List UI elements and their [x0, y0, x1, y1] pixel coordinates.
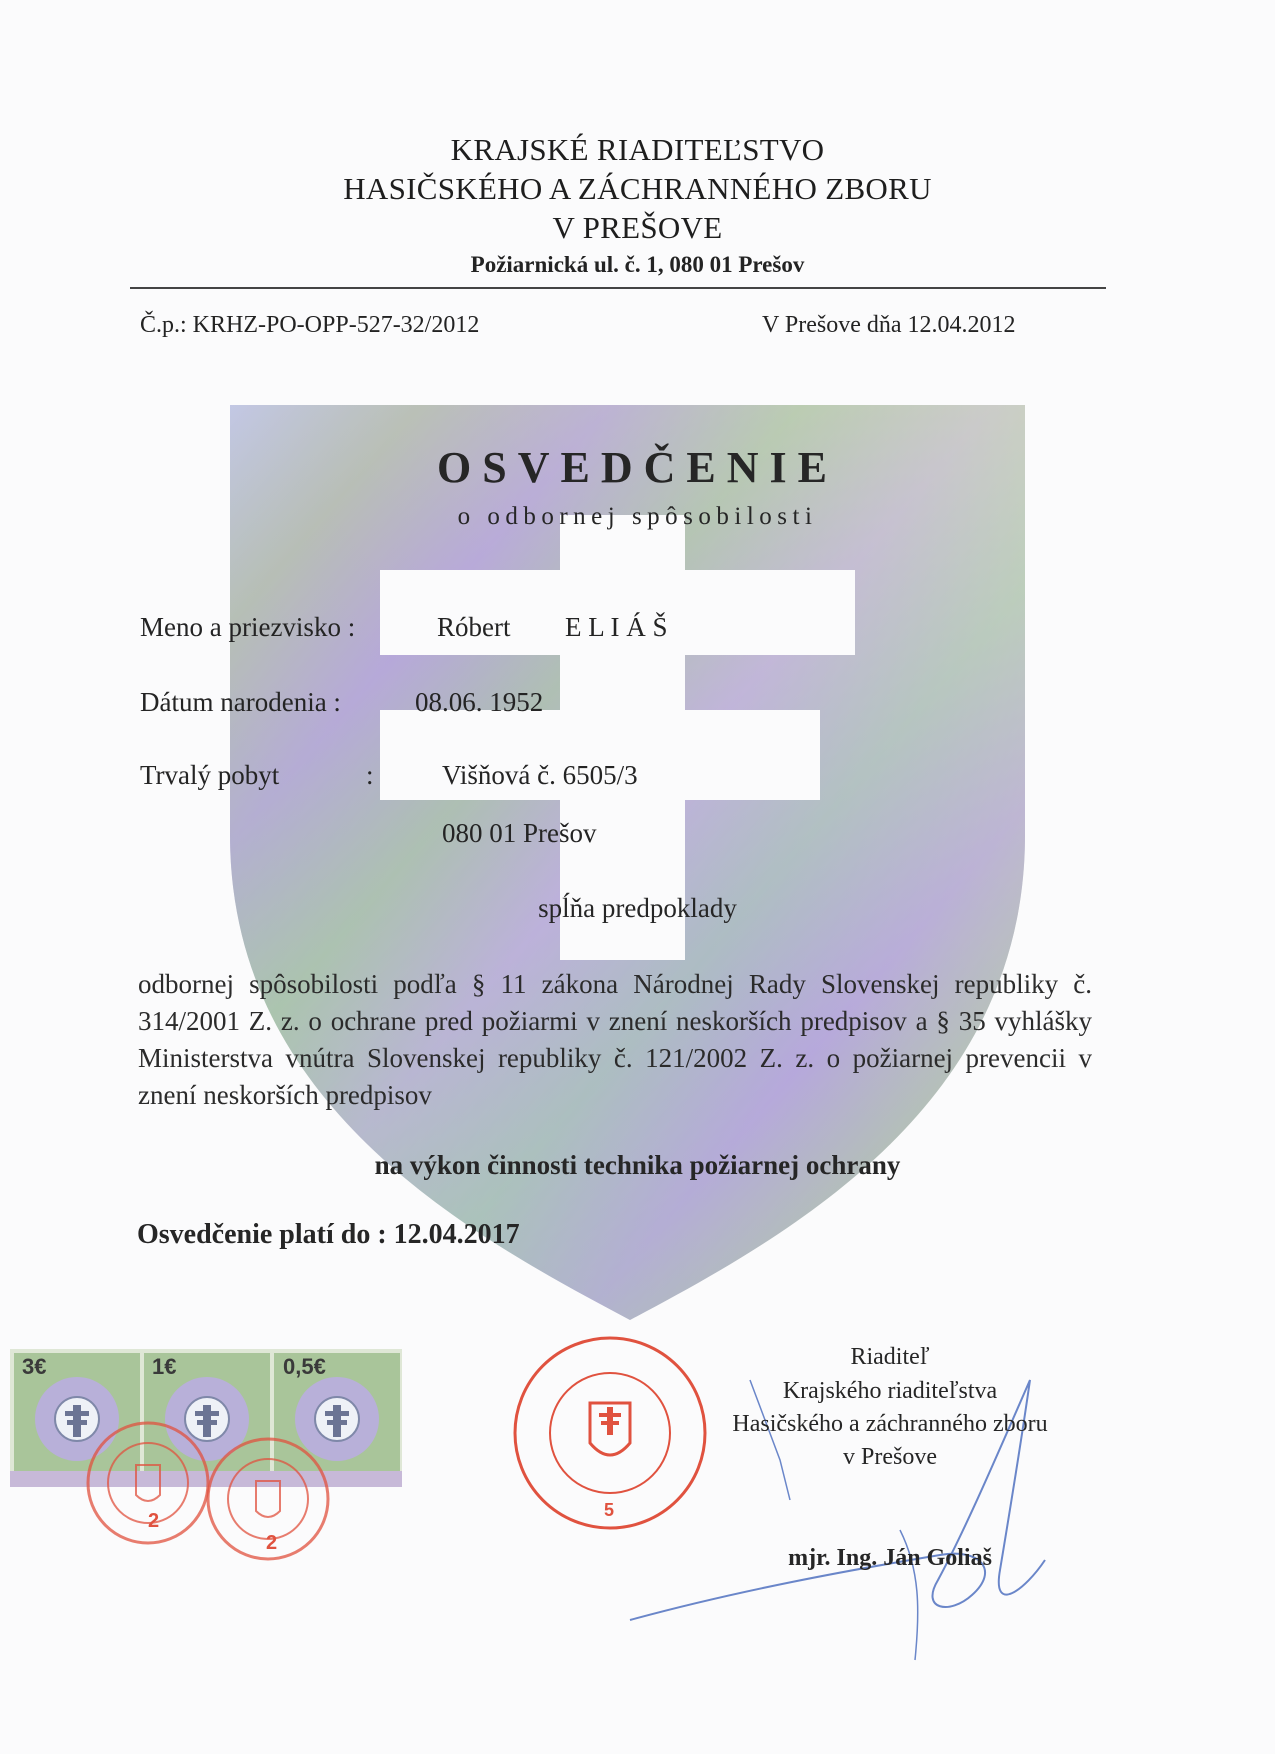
- header-line-2: HASIČSKÉHO A ZÁCHRANNÉHO ZBORU: [343, 171, 932, 206]
- stamp-value-3: 0,5€: [283, 1354, 326, 1379]
- stamp-value-2: 1€: [152, 1354, 177, 1379]
- seal-number: 5: [604, 1500, 615, 1520]
- residence-colon: :: [366, 760, 374, 790]
- residence-line-2: 080 01 Prešov: [442, 818, 597, 848]
- fulfills-conditions: spĺňa predpoklady: [538, 893, 737, 923]
- header-divider: [130, 287, 1106, 289]
- signatory-org-3: v Prešove: [843, 1444, 937, 1470]
- dob-value: 08.06. 1952: [415, 687, 544, 717]
- signatory-org-1: Krajského riaditeľstva: [782, 1378, 998, 1404]
- header-address: Požiarnická ul. č. 1, 080 01 Prešov: [470, 252, 805, 277]
- name-label: Meno a priezvisko :: [140, 612, 356, 642]
- small-seal-number-2: 2: [266, 1532, 278, 1554]
- header-line-3: V PREŠOVE: [552, 210, 723, 245]
- document-title: OSVEDČENIE: [437, 443, 838, 492]
- residence-label: Trvalý pobyt: [140, 760, 280, 790]
- signatory-name: mjr. Ing. Ján Goliaš: [788, 1545, 992, 1571]
- header-line-1: KRAJSKÉ RIADITEĽSTVO: [450, 132, 825, 167]
- signatory-org-2: Hasičského a záchranného zboru: [732, 1411, 1048, 1437]
- name-last: E L I Á Š: [565, 612, 668, 642]
- residence-line-1: Višňová č. 6505/3: [442, 760, 638, 790]
- activity-line: na výkon činnosti technika požiarnej ochrany: [374, 1150, 901, 1180]
- shield-watermark: [230, 405, 1025, 1320]
- small-seal-number-1: 2: [148, 1510, 160, 1532]
- document-subtitle: o odbornej spôsobilosti: [457, 503, 818, 530]
- reference-number: Č.p.: KRHZ-PO-OPP-527-32/2012: [140, 312, 480, 338]
- signatory-role: Riaditeľ: [850, 1344, 930, 1370]
- legal-paragraph: odbornej spôsobilosti podľa § 11 zákona Národnej Rady Slovenskej republiky č. 314/2001 Z. z. o ochrane pred požiarmi v znení neskorších predpisov a § 35 vyhlášky Ministerstva vnútra Slovenskej republiky č. 121/2002 Z. z. o požiarnej prevencii v znení neskorších predpisov: [138, 969, 1092, 1110]
- dob-label: Dátum narodenia :: [140, 687, 341, 717]
- validity-line: Osvedčenie platí do : 12.04.2017: [137, 1219, 520, 1250]
- place-and-date: V Prešove dňa 12.04.2012: [762, 312, 1016, 338]
- name-first: Róbert: [437, 612, 511, 642]
- cancellation-seals: [80, 1415, 330, 1565]
- stamp-value-1: 3€: [22, 1354, 47, 1379]
